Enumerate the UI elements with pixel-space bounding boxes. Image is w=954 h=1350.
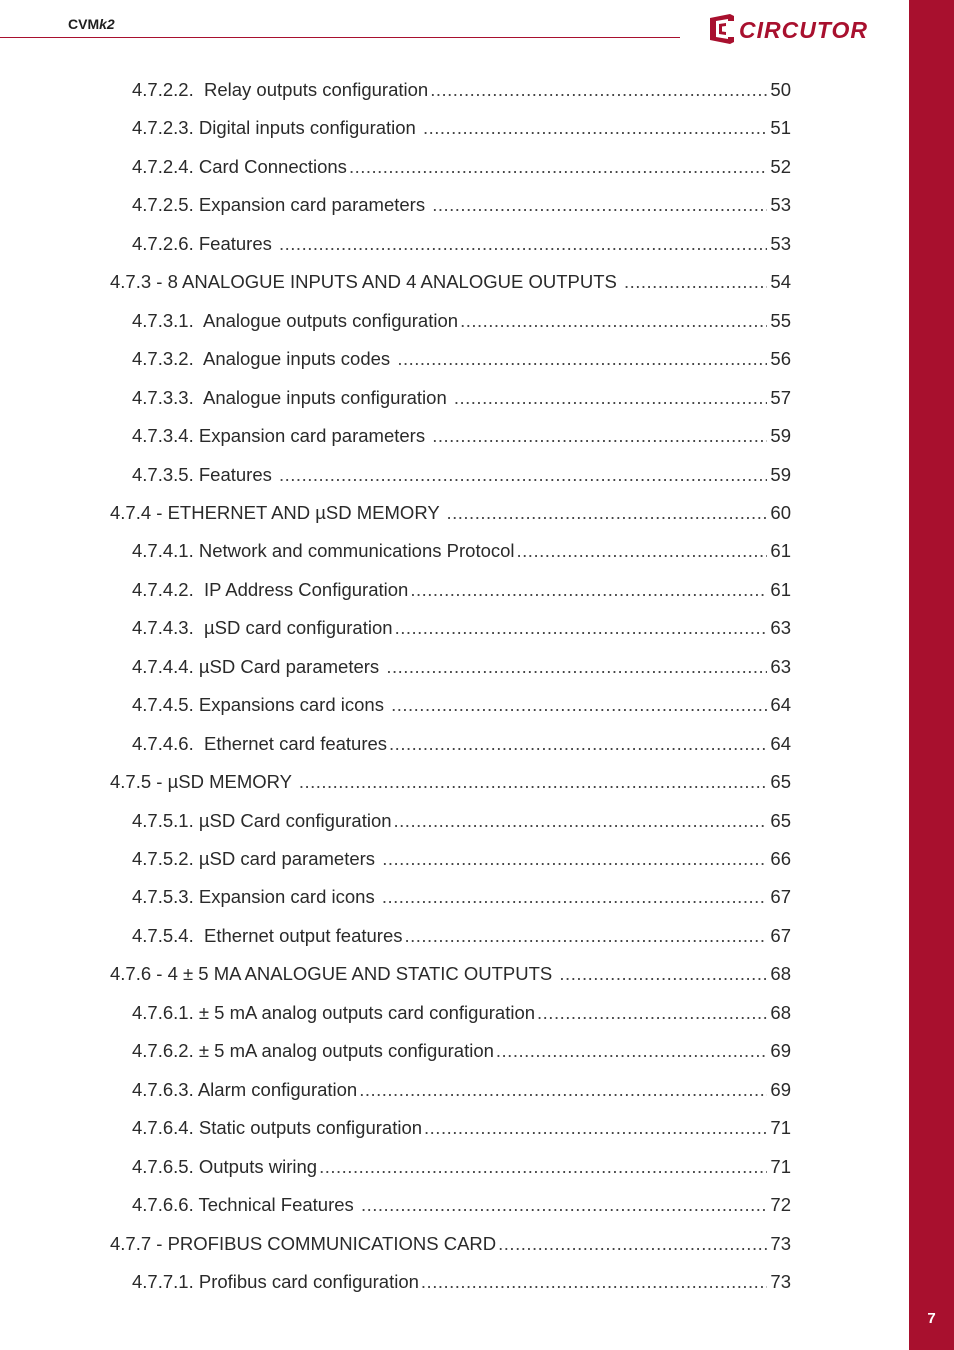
toc-entry-page: 66 — [770, 848, 791, 869]
toc-entry-page: 60 — [770, 501, 791, 523]
toc-entry-page: 61 — [770, 540, 791, 562]
toc-dot-leader — [349, 155, 767, 179]
toc-entry-title: 4.7.2.6. Features — [132, 232, 278, 254]
toc-dot-leader — [423, 116, 767, 140]
toc-entry-title: 4.7.7.1. Profibus card configuration — [132, 1270, 419, 1292]
toc-entry-title: 4.7.5.4. Ethernet output features — [132, 924, 403, 946]
toc-dot-leader — [279, 232, 767, 256]
toc-entry-page: 67 — [770, 924, 791, 946]
toc-dot-leader — [319, 1155, 767, 1179]
toc-dot-leader — [405, 924, 768, 948]
toc-entry[interactable] — [132, 347, 791, 371]
document-title-main: CVM — [68, 16, 100, 32]
toc-entry[interactable] — [132, 539, 791, 563]
toc-entry-page: 51 — [770, 117, 791, 139]
toc-dot-leader — [279, 463, 767, 487]
toc-entry[interactable] — [132, 309, 791, 333]
toc-dot-leader — [496, 1039, 768, 1063]
toc-entry[interactable] — [132, 885, 791, 909]
toc-entry-title: 4.7.3.3. Analogue inputs configuration — [132, 386, 452, 408]
toc-entry-page: 71 — [770, 1117, 791, 1139]
side-color-bar — [909, 0, 954, 1350]
toc-entry-page: 63 — [770, 655, 791, 677]
toc-entry[interactable] — [132, 1039, 791, 1063]
toc-entry[interactable] — [110, 770, 791, 794]
toc-dot-leader — [447, 501, 768, 525]
toc-entry-title: 4.7.6 - 4 ± 5 MA ANALOGUE AND STATIC OUTPUTS — [110, 963, 558, 985]
toc-entry-page: 65 — [770, 771, 791, 793]
toc-entry-title: 4.7.4.4. µSD Card parameters — [132, 655, 385, 677]
toc-entry-title: 4.7.4 - ETHERNET AND µSD MEMORY — [110, 501, 445, 523]
toc-entry-title: 4.7.4.3. µSD card configuration — [132, 617, 393, 639]
toc-dot-leader — [537, 1001, 767, 1025]
toc-entry-title: 4.7.6.6. Technical Features — [132, 1194, 359, 1216]
toc-entry-page: 64 — [770, 694, 791, 716]
toc-dot-leader — [410, 578, 767, 602]
toc-entry-page: 65 — [770, 809, 791, 831]
toc-entry[interactable] — [132, 924, 791, 948]
toc-entry-page: 57 — [770, 386, 791, 408]
toc-entry-page: 73 — [770, 1270, 791, 1292]
toc-entry[interactable] — [132, 386, 791, 410]
toc-dot-leader — [498, 1232, 767, 1256]
toc-dot-leader — [432, 424, 767, 448]
toc-entry[interactable] — [132, 463, 791, 487]
toc-entry-page: 63 — [770, 617, 791, 639]
toc-dot-leader — [460, 309, 767, 333]
toc-dot-leader — [430, 78, 767, 102]
toc-entry[interactable] — [132, 1155, 791, 1179]
toc-entry-page: 68 — [770, 963, 791, 985]
toc-entry-title: 4.7.6.4. Static outputs configuration — [132, 1117, 423, 1139]
toc-entry-page: 64 — [770, 732, 791, 754]
toc-dot-leader — [397, 347, 767, 371]
page-number: 7 — [927, 1310, 936, 1327]
toc-entry[interactable] — [132, 116, 791, 140]
toc-entry-page: 69 — [770, 1040, 791, 1062]
toc-entry-title: 4.7.3.5. Features — [132, 463, 278, 485]
toc-dot-leader — [394, 809, 768, 833]
toc-dot-leader — [382, 847, 767, 871]
toc-entry[interactable] — [132, 732, 791, 756]
toc-entry-title: 4.7.5 - µSD MEMORY — [110, 771, 297, 793]
toc-entry-title: 4.7.2.4. Card Connections — [132, 155, 347, 177]
toc-entry-title: 4.7.4.1. Network and communications Protocol — [132, 540, 515, 562]
toc-dot-leader — [432, 193, 767, 217]
toc-entry-title: 4.7.5.1. µSD Card configuration — [132, 809, 392, 831]
toc-dot-leader — [386, 655, 767, 679]
toc-dot-leader — [454, 386, 768, 410]
toc-entry[interactable] — [110, 501, 791, 525]
toc-entry[interactable] — [132, 847, 791, 871]
toc-entry-page: 56 — [770, 348, 791, 370]
toc-entry[interactable] — [132, 1001, 791, 1025]
toc-entry-title: 4.7.2.2. Relay outputs configuration — [132, 79, 429, 100]
toc-entry-title: 4.7.4.5. Expansions card icons — [132, 694, 390, 716]
toc-entry[interactable] — [110, 1232, 791, 1256]
toc-entry-title: 4.7.3.4. Expansion card parameters — [132, 425, 431, 447]
toc-dot-leader — [624, 270, 767, 294]
toc-entry-page: 68 — [770, 1001, 791, 1023]
toc-entry[interactable] — [132, 232, 791, 256]
toc-dot-leader — [391, 693, 767, 717]
toc-entry-title: 4.7.6.3. Alarm configuration — [132, 1078, 358, 1100]
toc-entry[interactable] — [110, 962, 791, 986]
toc-entry-title: 4.7.3.1. Analogue outputs configuration — [132, 309, 459, 331]
toc-entry-title: 4.7.3 - 8 ANALOGUE INPUTS AND 4 ANALOGUE OUTPUTS — [110, 271, 622, 293]
toc-entry-page: 59 — [770, 463, 791, 485]
toc-entry-page: 71 — [770, 1155, 791, 1177]
toc-dot-leader — [389, 732, 767, 756]
toc-entry-page: 53 — [770, 232, 791, 254]
toc-entry-page: 55 — [770, 309, 791, 331]
toc-entry-page: 59 — [770, 425, 791, 447]
toc-dot-leader — [421, 1270, 768, 1294]
toc-entry-title: 4.7.2.5. Expansion card parameters — [132, 194, 431, 216]
toc-entry-title: 4.7.3.2. Analogue inputs codes — [132, 348, 396, 370]
toc-entry-page: 52 — [770, 155, 791, 177]
toc-entry-title: 4.7.4.6. Ethernet card features — [132, 732, 388, 754]
toc-dot-leader — [424, 1116, 767, 1140]
toc-entry-page: 53 — [770, 194, 791, 216]
toc-entry[interactable] — [132, 155, 791, 179]
toc-entry-page: 54 — [770, 271, 791, 293]
toc-entry-title: 4.7.6.1. ± 5 mA analog outputs card configuration — [132, 1001, 536, 1023]
toc-entry-page: 50 — [770, 79, 791, 100]
toc-dot-leader — [359, 1078, 767, 1102]
toc-entry[interactable] — [132, 578, 791, 602]
toc-entry-page: 72 — [770, 1194, 791, 1216]
toc-entry[interactable] — [132, 655, 791, 679]
toc-entry-page: 61 — [770, 578, 791, 600]
toc-entry[interactable] — [132, 78, 791, 102]
toc-entry[interactable] — [132, 1270, 791, 1294]
toc-entry-page: 67 — [770, 886, 791, 908]
toc-dot-leader — [559, 962, 767, 986]
toc-entry[interactable] — [132, 616, 791, 640]
toc-entry-title: 4.7.4.2. IP Address Configuration — [132, 578, 409, 600]
toc-entry-title: 4.7.7 - PROFIBUS COMMUNICATIONS CARD — [110, 1232, 497, 1254]
toc-entry[interactable] — [132, 424, 791, 448]
toc-entry-title: 4.7.5.2. µSD card parameters — [132, 848, 381, 869]
toc-entry[interactable] — [110, 270, 791, 294]
toc-entry-page: 69 — [770, 1078, 791, 1100]
toc-dot-leader — [517, 539, 768, 563]
toc-dot-leader — [395, 616, 768, 640]
toc-entry-title: 4.7.5.3. Expansion card icons — [132, 886, 380, 908]
circutor-logo-text: CIRCUTOR — [739, 17, 868, 43]
toc-dot-leader — [382, 885, 768, 909]
toc-entry-title: 4.7.2.3. Digital inputs configuration — [132, 117, 421, 139]
toc-entry[interactable] — [132, 1116, 791, 1140]
toc-entry[interactable] — [132, 693, 791, 717]
toc-entry-title: 4.7.6.5. Outputs wiring — [132, 1155, 318, 1177]
toc-entry[interactable] — [132, 1193, 791, 1217]
toc-entry-title: 4.7.6.2. ± 5 mA analog outputs configuration — [132, 1040, 494, 1062]
toc-entry[interactable] — [132, 1078, 791, 1102]
toc-entry-page: 73 — [770, 1232, 791, 1254]
toc-entry[interactable] — [132, 809, 791, 833]
toc-entry[interactable] — [132, 193, 791, 217]
toc-dot-leader — [361, 1193, 767, 1217]
document-title-suffix: k2 — [99, 16, 115, 32]
toc-dot-leader — [299, 770, 768, 794]
